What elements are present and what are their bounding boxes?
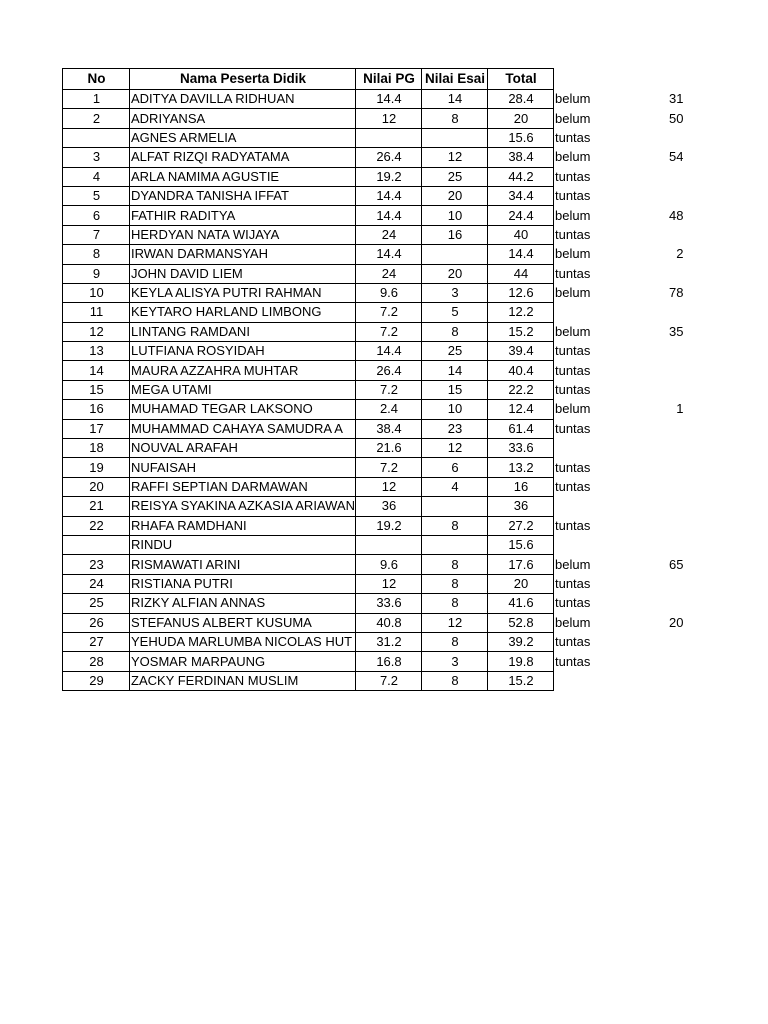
cell-nilai-esai[interactable]: 15	[421, 380, 487, 399]
cell-status[interactable]: tuntas	[554, 343, 591, 359]
cell-nilai-esai[interactable]: 23	[421, 419, 487, 438]
cell-no[interactable]: 18	[63, 439, 130, 458]
table-row	[63, 671, 684, 690]
cell-no[interactable]: 20	[63, 477, 130, 496]
cell-remedial[interactable]	[617, 380, 683, 399]
table-row	[63, 128, 684, 147]
cell-remedial[interactable]: 2	[676, 246, 684, 262]
cell-name[interactable]: RISTIANA PUTRI	[130, 574, 356, 593]
table-body	[63, 90, 684, 691]
table-row	[63, 439, 684, 458]
cell-no[interactable]: 24	[63, 574, 130, 593]
table-row	[63, 594, 684, 613]
cell-name[interactable]: MUHAMMAD CAHAYA SAMUDRA A	[130, 419, 356, 438]
cell-name[interactable]: DYANDRA TANISHA IFFAT	[130, 186, 356, 205]
cell-nilai-esai[interactable]: 4	[421, 477, 487, 496]
cell-total[interactable]: 39.2	[487, 632, 553, 651]
cell-nilai-esai[interactable]	[421, 128, 487, 147]
table-row	[63, 419, 684, 438]
cell-nilai-pg[interactable]: 2.4	[355, 400, 421, 419]
cell-status[interactable]	[553, 671, 617, 690]
cell-nilai-pg[interactable]: 33.6	[355, 594, 421, 613]
cell-name[interactable]: ALFAT RIZQI RADYATAMA	[130, 148, 356, 167]
cell-status[interactable]: belum	[554, 110, 591, 126]
cell-no[interactable]: 8	[63, 245, 130, 264]
cell-nilai-pg[interactable]: 16.8	[355, 652, 421, 671]
cell-name[interactable]: NUFAISAH	[130, 458, 356, 477]
cell-name[interactable]: YEHUDA MARLUMBA NICOLAS HUT	[130, 632, 356, 651]
cell-name[interactable]: IRWAN DARMANSYAH	[130, 245, 356, 264]
cell-no[interactable]: 26	[63, 613, 130, 632]
cell-nilai-pg[interactable]: 9.6	[355, 555, 421, 574]
header-empty-cell[interactable]	[617, 69, 683, 90]
header-no[interactable]: No	[63, 69, 130, 90]
cell-no[interactable]: 25	[63, 594, 130, 613]
cell-nilai-pg[interactable]: 7.2	[355, 671, 421, 690]
cell-status[interactable]: belum	[554, 285, 591, 301]
header-nilai-esai[interactable]: Nilai Esai	[421, 69, 487, 90]
cell-remedial[interactable]	[617, 458, 683, 477]
cell-status[interactable]: belum	[554, 246, 591, 262]
cell-nilai-pg[interactable]	[355, 535, 421, 554]
cell-name[interactable]: LINTANG RAMDANI	[130, 322, 356, 341]
cell-status[interactable]: tuntas	[554, 479, 591, 494]
cell-no[interactable]: 11	[63, 303, 130, 322]
cell-no[interactable]: 14	[63, 361, 130, 380]
cell-status[interactable]: belum	[554, 614, 591, 630]
cell-nilai-pg[interactable]: 24	[355, 225, 421, 244]
table-row	[63, 652, 684, 671]
cell-status[interactable]: tuntas	[554, 265, 591, 281]
cell-total[interactable]: 14.4	[487, 245, 553, 264]
cell-total[interactable]: 24.4	[487, 206, 553, 225]
cell-total[interactable]: 15.2	[487, 671, 553, 690]
cell-no[interactable]: 22	[63, 516, 130, 535]
cell-remedial[interactable]: 35	[669, 323, 684, 339]
cell-remedial[interactable]	[617, 439, 683, 458]
cell-status[interactable]: tuntas	[554, 382, 591, 398]
cell-nilai-esai[interactable]: 8	[421, 574, 487, 593]
cell-nilai-pg[interactable]: 14.4	[355, 186, 421, 205]
cell-nilai-esai[interactable]: 25	[421, 342, 487, 361]
cell-nilai-pg[interactable]: 38.4	[355, 419, 421, 438]
cell-status[interactable]: tuntas	[554, 168, 591, 184]
cell-name[interactable]: REISYA SYAKINA AZKASIA ARIAWAN	[130, 497, 356, 516]
cell-name[interactable]: RINDU	[130, 535, 356, 554]
cell-nilai-esai[interactable]: 8	[421, 555, 487, 574]
cell-remedial[interactable]	[617, 516, 683, 535]
cell-nilai-pg[interactable]: 26.4	[355, 361, 421, 380]
cell-nilai-esai[interactable]: 14	[421, 361, 487, 380]
cell-status[interactable]	[553, 439, 617, 458]
cell-remedial[interactable]: 31	[669, 91, 684, 107]
cell-remedial[interactable]	[617, 477, 683, 496]
cell-nilai-esai[interactable]	[421, 535, 487, 554]
cell-total[interactable]: 36	[487, 497, 553, 516]
cell-remedial[interactable]	[617, 186, 683, 205]
cell-status[interactable]	[553, 497, 617, 516]
cell-status[interactable]: tuntas	[554, 226, 591, 242]
cell-total[interactable]: 15.2	[487, 322, 553, 341]
cell-remedial[interactable]	[617, 535, 683, 554]
cell-remedial[interactable]: 20	[669, 614, 684, 630]
cell-nilai-esai[interactable]	[421, 245, 487, 264]
table-row	[63, 245, 684, 264]
table-row	[63, 303, 684, 322]
cell-no[interactable]: 23	[63, 555, 130, 574]
cell-status[interactable]: belum	[554, 91, 591, 107]
cell-nilai-pg[interactable]: 9.6	[355, 283, 421, 302]
cell-total[interactable]: 39.4	[487, 342, 553, 361]
cell-total[interactable]: 34.4	[487, 186, 553, 205]
cell-total[interactable]: 20	[487, 109, 553, 128]
cell-no[interactable]: 5	[63, 186, 130, 205]
cell-name[interactable]: FATHIR RADITYA	[130, 206, 356, 225]
cell-name[interactable]: JOHN DAVID LIEM	[130, 264, 356, 283]
cell-remedial[interactable]	[617, 342, 683, 361]
cell-no[interactable]: 28	[63, 652, 130, 671]
cell-name[interactable]: KEYTARO HARLAND LIMBONG	[130, 303, 356, 322]
cell-total[interactable]: 52.8	[487, 613, 553, 632]
cell-status[interactable]: tuntas	[554, 653, 591, 669]
cell-no[interactable]: 19	[63, 458, 130, 477]
header-total[interactable]: Total	[487, 69, 553, 90]
cell-nilai-esai[interactable]: 20	[421, 264, 487, 283]
cell-nilai-esai[interactable]: 8	[421, 109, 487, 128]
score-table	[62, 68, 684, 691]
table-row	[63, 400, 684, 419]
cell-nilai-pg[interactable]: 7.2	[355, 322, 421, 341]
cell-nilai-pg[interactable]: 14.4	[355, 90, 421, 109]
cell-nilai-pg[interactable]: 12	[355, 574, 421, 593]
cell-total[interactable]: 12.2	[487, 303, 553, 322]
table-row	[63, 225, 684, 244]
cell-name[interactable]: LUTFIANA ROSYIDAH	[130, 342, 356, 361]
cell-name[interactable]: ADITYA DAVILLA RIDHUAN	[130, 90, 356, 109]
cell-remedial[interactable]	[617, 419, 683, 438]
cell-name[interactable]: MUHAMAD TEGAR LAKSONO	[130, 400, 356, 419]
cell-name[interactable]: YOSMAR MARPAUNG	[130, 652, 356, 671]
cell-nilai-esai[interactable]: 8	[421, 516, 487, 535]
cell-remedial[interactable]	[617, 497, 683, 516]
cell-nilai-pg[interactable]: 14.4	[355, 245, 421, 264]
cell-total[interactable]: 33.6	[487, 439, 553, 458]
cell-status[interactable]	[553, 303, 617, 322]
cell-name[interactable]: MEGA UTAMI	[130, 380, 356, 399]
cell-no[interactable]: 1	[63, 90, 130, 109]
cell-status[interactable]: tuntas	[554, 129, 591, 145]
cell-nilai-pg[interactable]: 14.4	[355, 342, 421, 361]
cell-status[interactable]	[553, 535, 617, 554]
cell-no[interactable]	[63, 535, 130, 554]
table-row	[63, 555, 684, 574]
cell-nilai-esai[interactable]: 12	[421, 148, 487, 167]
table-row	[63, 535, 684, 554]
cell-remedial[interactable]	[617, 361, 683, 380]
cell-name[interactable]: ADRIYANSA	[130, 109, 356, 128]
cell-status[interactable]: tuntas	[554, 517, 591, 533]
cell-nilai-pg[interactable]: 12	[355, 109, 421, 128]
cell-name[interactable]: KEYLA ALISYA PUTRI RAHMAN	[130, 283, 356, 302]
cell-nilai-pg[interactable]: 19.2	[355, 516, 421, 535]
cell-no[interactable]: 16	[63, 400, 130, 419]
cell-total[interactable]: 40	[487, 225, 553, 244]
cell-total[interactable]: 19.8	[487, 652, 553, 671]
cell-nilai-esai[interactable]: 3	[421, 283, 487, 302]
cell-nilai-pg[interactable]: 7.2	[355, 458, 421, 477]
table-row	[63, 497, 684, 516]
cell-total[interactable]: 44	[487, 264, 553, 283]
cell-name[interactable]: NOUVAL ARAFAH	[130, 439, 356, 458]
table-row	[63, 186, 684, 205]
cell-remedial[interactable]	[617, 671, 683, 690]
table-row	[63, 148, 684, 167]
cell-no[interactable]: 21	[63, 497, 130, 516]
cell-nilai-esai[interactable]: 8	[421, 594, 487, 613]
cell-total[interactable]: 22.2	[487, 380, 553, 399]
cell-status[interactable]: belum	[554, 401, 591, 417]
cell-remedial[interactable]: 1	[676, 401, 684, 417]
cell-name[interactable]: AGNES ARMELIA	[130, 128, 356, 147]
cell-nilai-pg[interactable]: 19.2	[355, 167, 421, 186]
cell-name[interactable]: HERDYAN NATA WIJAYA	[130, 225, 356, 244]
table-row	[63, 477, 684, 496]
cell-name[interactable]: RISMAWATI ARINI	[130, 555, 356, 574]
cell-nilai-esai[interactable]: 10	[421, 400, 487, 419]
cell-remedial[interactable]	[617, 264, 683, 283]
cell-nilai-pg[interactable]: 40.8	[355, 613, 421, 632]
cell-no[interactable]: 12	[63, 322, 130, 341]
cell-remedial[interactable]: 65	[669, 556, 684, 572]
cell-status[interactable]: tuntas	[554, 188, 591, 204]
cell-name[interactable]: RIZKY ALFIAN ANNAS	[130, 594, 356, 613]
cell-remedial[interactable]: 50	[669, 110, 684, 126]
cell-nilai-esai[interactable]: 5	[421, 303, 487, 322]
cell-nilai-pg[interactable]	[355, 128, 421, 147]
cell-total[interactable]: 13.2	[487, 458, 553, 477]
table-row	[63, 574, 684, 593]
cell-total[interactable]: 12.4	[487, 400, 553, 419]
cell-status[interactable]: tuntas	[554, 420, 591, 436]
cell-status[interactable]: tuntas	[554, 595, 591, 611]
cell-remedial[interactable]	[617, 594, 683, 613]
cell-total[interactable]: 41.6	[487, 594, 553, 613]
cell-no[interactable]: 7	[63, 225, 130, 244]
table-row	[63, 206, 684, 225]
cell-nilai-esai[interactable]: 16	[421, 225, 487, 244]
table-row	[63, 361, 684, 380]
table-row	[63, 322, 684, 341]
cell-status[interactable]: tuntas	[554, 362, 591, 378]
cell-nilai-pg[interactable]: 31.2	[355, 632, 421, 651]
table-row	[63, 516, 684, 535]
cell-total[interactable]: 12.6	[487, 283, 553, 302]
cell-remedial[interactable]: 54	[669, 149, 684, 165]
cell-no[interactable]: 4	[63, 167, 130, 186]
cell-nilai-esai[interactable]: 12	[421, 613, 487, 632]
cell-no[interactable]: 3	[63, 148, 130, 167]
cell-no[interactable]: 15	[63, 380, 130, 399]
cell-name[interactable]: RAFFI SEPTIAN DARMAWAN	[130, 477, 356, 496]
cell-remedial[interactable]: 48	[669, 207, 684, 223]
header-empty-cell[interactable]	[553, 69, 617, 90]
cell-status[interactable]: belum	[554, 207, 591, 223]
cell-nilai-pg[interactable]: 14.4	[355, 206, 421, 225]
table-row	[63, 632, 684, 651]
cell-remedial[interactable]	[617, 167, 683, 186]
cell-no[interactable]: 2	[63, 109, 130, 128]
cell-remedial[interactable]: 78	[669, 285, 684, 301]
cell-nilai-esai[interactable]: 3	[421, 652, 487, 671]
table-row	[63, 264, 684, 283]
cell-nilai-esai[interactable]: 8	[421, 671, 487, 690]
table-row	[63, 90, 684, 109]
cell-total[interactable]: 16	[487, 477, 553, 496]
cell-nilai-esai[interactable]: 25	[421, 167, 487, 186]
cell-status[interactable]: belum	[554, 149, 591, 165]
cell-status[interactable]: tuntas	[554, 634, 591, 650]
header-name[interactable]: Nama Peserta Didik	[130, 69, 356, 90]
cell-nilai-esai[interactable]: 20	[421, 186, 487, 205]
table-row	[63, 109, 684, 128]
cell-name[interactable]: STEFANUS ALBERT KUSUMA	[130, 613, 356, 632]
cell-nilai-pg[interactable]: 7.2	[355, 380, 421, 399]
cell-status[interactable]: tuntas	[554, 575, 591, 591]
cell-total[interactable]: 38.4	[487, 148, 553, 167]
cell-remedial[interactable]	[617, 303, 683, 322]
cell-status[interactable]: belum	[554, 556, 591, 572]
cell-nilai-pg[interactable]: 12	[355, 477, 421, 496]
cell-nilai-pg[interactable]: 24	[355, 264, 421, 283]
table-row	[63, 342, 684, 361]
cell-no[interactable]: 13	[63, 342, 130, 361]
cell-name[interactable]: RHAFA RAMDHANI	[130, 516, 356, 535]
cell-remedial[interactable]	[617, 652, 683, 671]
cell-no[interactable]: 27	[63, 632, 130, 651]
cell-no[interactable]: 6	[63, 206, 130, 225]
cell-remedial[interactable]	[617, 128, 683, 147]
table-row	[63, 613, 684, 632]
cell-status[interactable]: belum	[554, 323, 591, 339]
cell-nilai-esai[interactable]	[421, 497, 487, 516]
cell-nilai-esai[interactable]: 8	[421, 322, 487, 341]
cell-total[interactable]: 28.4	[487, 90, 553, 109]
cell-remedial[interactable]	[617, 632, 683, 651]
cell-total[interactable]: 17.6	[487, 555, 553, 574]
cell-nilai-esai[interactable]: 14	[421, 90, 487, 109]
cell-status[interactable]: tuntas	[554, 459, 591, 475]
header-nilai-pg[interactable]: Nilai PG	[355, 69, 421, 90]
cell-total[interactable]: 44.2	[487, 167, 553, 186]
table-row	[63, 458, 684, 477]
cell-total[interactable]: 40.4	[487, 361, 553, 380]
cell-nilai-esai[interactable]: 6	[421, 458, 487, 477]
header-row	[63, 69, 684, 90]
cell-nilai-pg[interactable]: 7.2	[355, 303, 421, 322]
cell-no[interactable]: 10	[63, 283, 130, 302]
cell-name[interactable]: ZACKY FERDINAN MUSLIM	[130, 671, 356, 690]
cell-no[interactable]: 17	[63, 419, 130, 438]
cell-nilai-pg[interactable]: 36	[355, 497, 421, 516]
cell-name[interactable]: MAURA AZZAHRA MUHTAR	[130, 361, 356, 380]
cell-total[interactable]: 15.6	[487, 128, 553, 147]
cell-remedial[interactable]	[617, 225, 683, 244]
cell-no[interactable]: 29	[63, 671, 130, 690]
table-row	[63, 283, 684, 302]
cell-total[interactable]: 61.4	[487, 419, 553, 438]
table-row	[63, 167, 684, 186]
cell-no[interactable]: 9	[63, 264, 130, 283]
cell-total[interactable]: 20	[487, 574, 553, 593]
cell-name[interactable]: ARLA NAMIMA AGUSTIE	[130, 167, 356, 186]
cell-remedial[interactable]	[617, 574, 683, 593]
cell-nilai-pg[interactable]: 21.6	[355, 439, 421, 458]
cell-nilai-esai[interactable]: 12	[421, 439, 487, 458]
cell-nilai-esai[interactable]: 8	[421, 632, 487, 651]
cell-total[interactable]: 15.6	[487, 535, 553, 554]
cell-nilai-esai[interactable]: 10	[421, 206, 487, 225]
cell-nilai-pg[interactable]: 26.4	[355, 148, 421, 167]
table-row	[63, 380, 684, 399]
cell-total[interactable]: 27.2	[487, 516, 553, 535]
cell-no[interactable]	[63, 128, 130, 147]
